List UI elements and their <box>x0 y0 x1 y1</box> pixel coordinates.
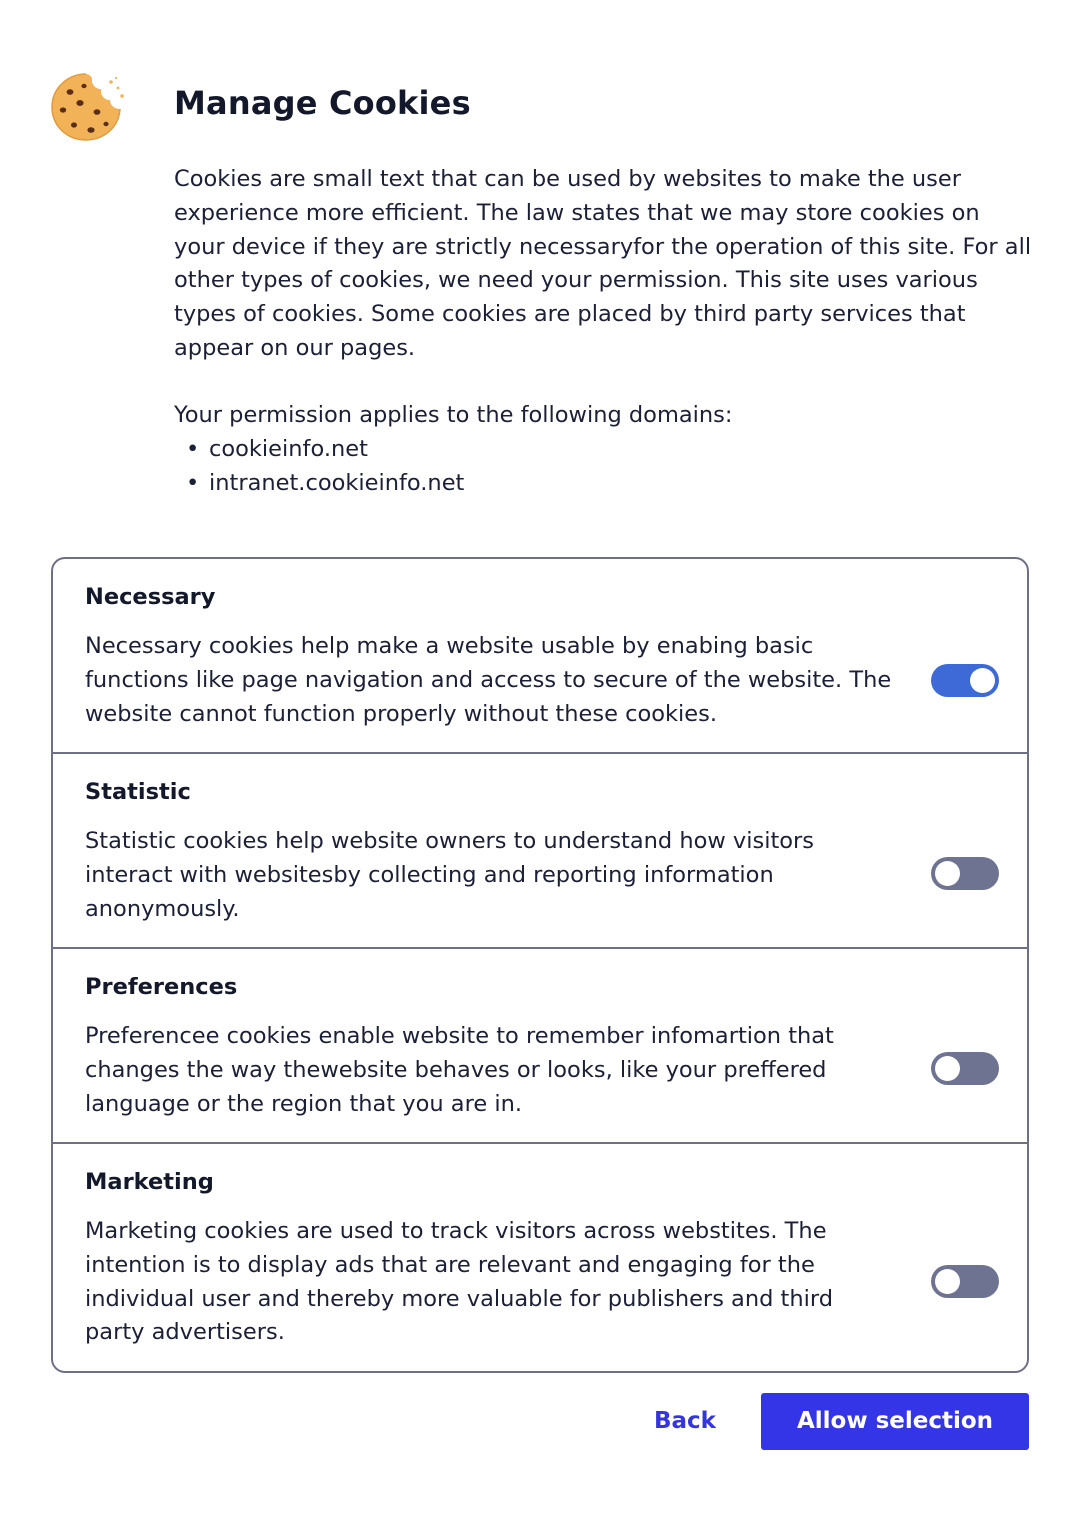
category-description: Statistic cookies help website owners to understand how visitors interact with websitesby collecting and reporting information anonymously. <box>85 828 815 922</box>
toggle-knob <box>935 1269 960 1294</box>
category-description: Preferencee cookies enable website to remember infomartion that changes the way thewebsite behaves or looks, like your preffered language or the region that you are in. <box>85 1023 834 1117</box>
category-marketing <box>53 1144 1027 1371</box>
domain-label: intranet.cookieinfo.net <box>209 469 465 496</box>
statistic-toggle[interactable] <box>931 857 999 890</box>
cookie-icon <box>48 70 128 144</box>
category-title: Marketing <box>85 1169 214 1195</box>
category-title: Necessary <box>85 584 216 610</box>
intro-text: Cookies are small text that can be used by websites to make the user experience more efficient. The law states that we may store cookies on your device if they are strictly necessaryfor the operation of this site. For all other types of cookies, we need your permission. This site uses various types of cookies. Some cookies are placed by third party services that appear on our pages. <box>174 166 1032 361</box>
bullet: • <box>186 436 200 462</box>
allow-selection-button[interactable]: Allow selection <box>761 1393 1029 1450</box>
category-preferences <box>53 949 1027 1144</box>
preferences-toggle[interactable] <box>931 1052 999 1085</box>
category-description: Necessary cookies help make a website usable by enabing basic functions like page navigation and access to secure of the website. The website cannot function properly without these cookies. <box>85 633 892 727</box>
cookie-categories <box>51 557 1029 1373</box>
category-description: Marketing cookies are used to track visitors across webstites. The intention is to display ads that are relevant and engaging for the individual user and thereby more valuable for publishers and third party advertisers. <box>85 1218 834 1346</box>
toggle-knob <box>935 861 960 886</box>
necessary-toggle[interactable] <box>931 664 999 697</box>
domains-intro-text: Your permission applies to the following domains: <box>174 402 733 428</box>
category-statistic <box>53 754 1027 949</box>
marketing-toggle[interactable] <box>931 1265 999 1298</box>
bullet: • <box>186 469 200 496</box>
toggle-knob <box>935 1056 960 1081</box>
domain-list <box>186 433 464 501</box>
page-title: Manage Cookies <box>174 84 471 122</box>
category-title: Statistic <box>85 779 191 805</box>
toggle-knob <box>970 668 995 693</box>
domain-label: cookieinfo.net <box>209 436 368 462</box>
domain-item <box>186 433 464 467</box>
category-necessary <box>53 559 1027 754</box>
category-title: Preferences <box>85 974 238 1000</box>
domain-item <box>186 467 464 501</box>
back-button[interactable]: Back <box>654 1408 716 1434</box>
